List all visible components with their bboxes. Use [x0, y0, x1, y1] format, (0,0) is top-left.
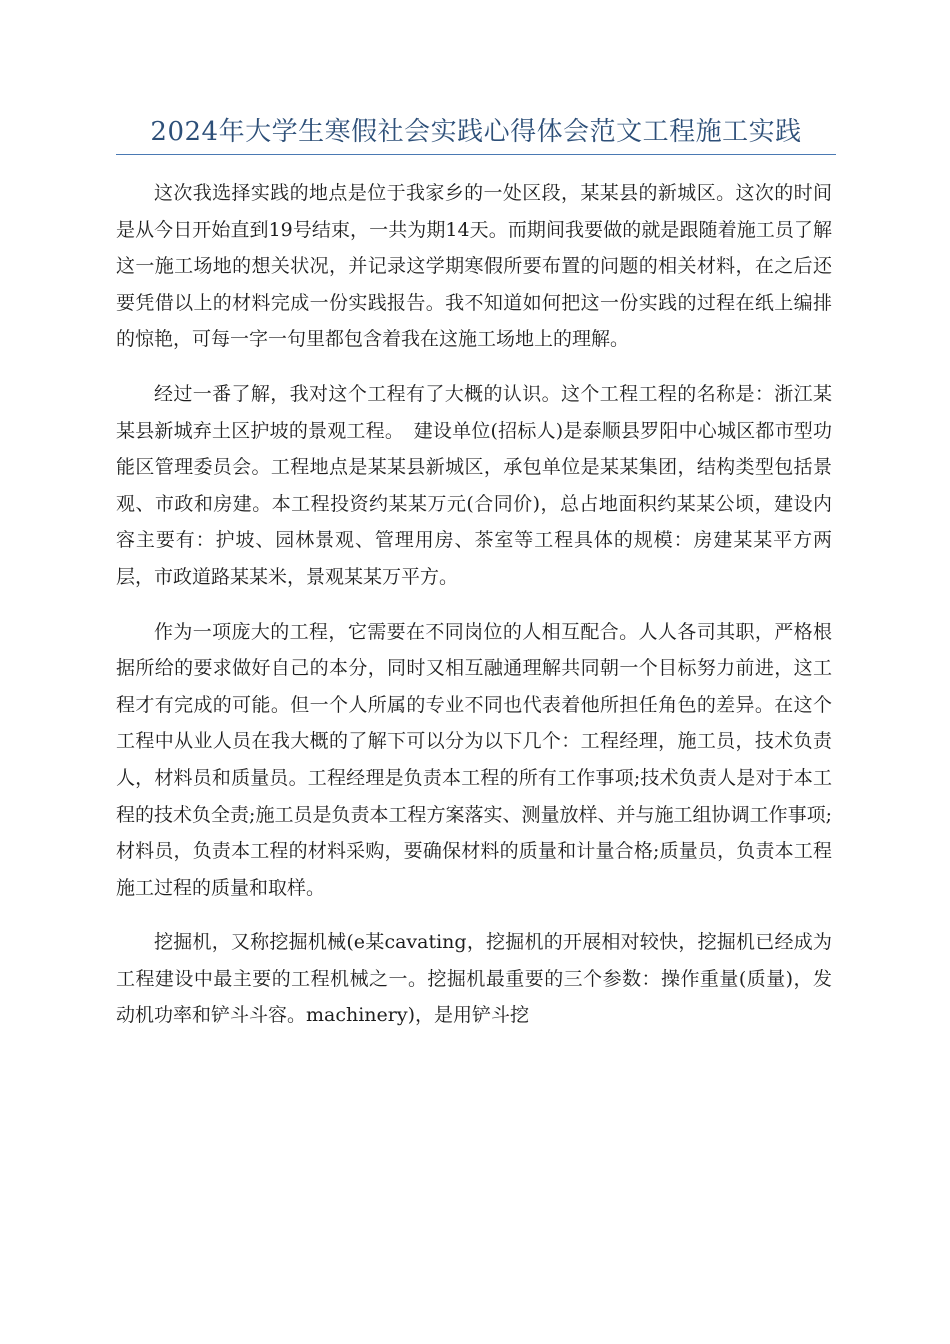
- paragraph-3: 作为一项庞大的工程，它需要在不同岗位的人相互配合。人人各司其职，严格根据所给的要求做好自己的本分，同时又相互融通理解共同朝一个目标努力前进，这工程才有完成的可能。但一个人所属的专业不同也代表着他所担任角色的差异。在这个工程中从业人员在我大概的了解下可以分为以下几个：工程经理，施工员，技术负责人，材料员和质量员。工程经理是负责本工程的所有工作事项;技术负责人是对于本工程的技术负全责;施工员是负责本工程方案落实、测量放样、并与施工组协调工作事项;材料员，负责本工程的材料采购，要确保材料的质量和计量合格;质量员，负责本工程施工过程的质量和取样。: [116, 620, 832, 899]
- document-body: [116, 175, 832, 1052]
- paragraph-4: 挖掘机，又称挖掘机械(e某cavating，挖掘机的开展相对较快，挖掘机已经成为工程建设中最主要的工程机械之一。挖掘机最重要的三个参数：操作重量(质量)，发动机功率和铲斗斗容。machinery)，是用铲斗挖: [116, 931, 832, 1027]
- paragraph-2: 经过一番了解，我对这个工程有了大概的认识。这个工程工程的名称是：浙江某某县新城弃土区护坡的景观工程。 建设单位(招标人)是泰顺县罗阳中心城区都市型功能区管理委员会。工程地点是某某县新城区，承包单位是某某集团，结构类型包括景观、市政和房建。本工程投资约某某万元(合同价)，总占地面积约某某公顷，建设内容主要有：护坡、园林景观、管理用房、茶室等工程具体的规模：房建某某平方两层，市政道路某某米，景观某某万平方。: [116, 382, 832, 588]
- title-underline: [116, 154, 836, 155]
- document-title: 2024年大学生寒假社会实践心得体会范文工程施工实践: [150, 117, 802, 147]
- paragraph-1: 这次我选择实践的地点是位于我家乡的一处区段，某某县的新城区。这次的时间是从今日开始直到19号结束，一共为期14天。而期间我要做的就是跟随着施工员了解这一施工场地的想关状况，并记录这学期寒假所要布置的问题的相关材料，在之后还要凭借以上的材料完成一份实践报告。我不知道如何把这一份实践的过程在纸上编排的惊艳，可每一字一句里都包含着我在这施工场地上的理解。: [116, 182, 832, 351]
